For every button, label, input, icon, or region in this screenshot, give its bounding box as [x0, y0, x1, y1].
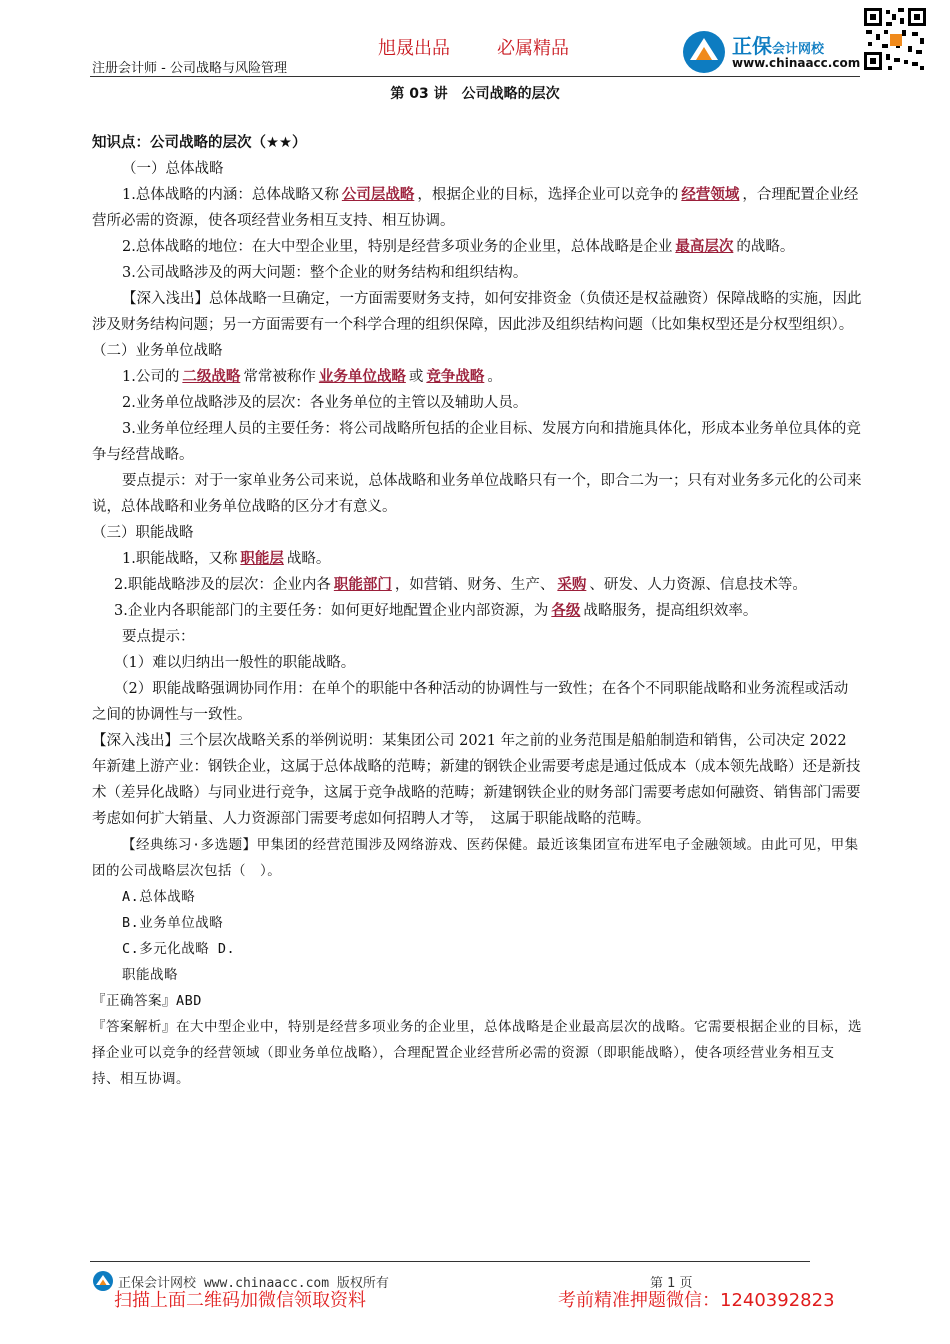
footer-copyright: 正保会计网校 www.chinaacc.com 版权所有: [118, 1276, 389, 1291]
option-d: 职能战略: [122, 967, 178, 983]
keyword: 竞争战略: [426, 368, 485, 385]
qr-code-icon: [862, 6, 928, 72]
paragraph: 1.公司的 二级战略 常常被称作 业务单位战略 或 竞争战略 。: [122, 368, 502, 385]
header-slogan-left: 旭晟出品: [378, 38, 450, 59]
logo-brand: 正保会计网校: [732, 34, 825, 58]
keyword: 各级: [551, 602, 581, 619]
main-content: [92, 130, 862, 1092]
paragraph: 要点提示：: [122, 629, 195, 645]
promo-left: 扫描上面二维码加微信领取资料: [114, 1290, 366, 1311]
keyword: 公司层战略: [341, 186, 415, 203]
correct-answer: 『正确答案』ABD: [92, 993, 202, 1009]
section-heading: （二）业务单位战略: [92, 343, 223, 359]
keyword: 职能层: [240, 550, 284, 567]
promo-right: 考前精准押题微信：1240392823: [558, 1290, 835, 1311]
option-b: B.业务单位战略: [122, 915, 224, 931]
option-a: A.总体战略: [122, 889, 196, 905]
paragraph: 2.职能战略涉及的层次：企业内各 职能部门 ，如营销、财务、生产、 采购 、研发、人力资源、信息技术等。: [114, 576, 807, 593]
keyword: 二级战略: [182, 368, 241, 385]
course-name: 注册会计师 - 公司战略与风险管理: [92, 61, 287, 76]
keyword: 最高层次: [675, 238, 734, 255]
lecture-title: 第 03 讲 公司战略的层次: [390, 86, 560, 102]
keyword: 采购: [557, 576, 587, 593]
paragraph: 3.公司战略涉及的两大问题：整个企业的财务结构和组织结构。: [122, 265, 528, 281]
paragraph: 1.职能战略，又称 职能层 战略。: [122, 550, 331, 567]
footer-logo-icon: [92, 1270, 114, 1292]
paragraph: 要点提示：对于一家单业务公司来说，总体战略和业务单位战略只有一个，即合二为一；只有对业务多元化的公司来说，总体战略和业务单位战略的区分才有意义。: [92, 473, 862, 515]
keyword: 职能部门: [333, 576, 392, 593]
paragraph: 【深入浅出】总体战略一旦确定，一方面需要财务支持，如何安排资金（负债还是权益融资）保障战略的实施，因此涉及财务结构问题；另一方面需要有一个科学合理的组织保障，因此涉及组织结构问题（比如集权型还是分权型组织）。: [92, 291, 862, 333]
paragraph: 2.业务单位战略涉及的层次：各业务单位的主管以及辅助人员。: [122, 395, 528, 411]
section-heading: （三）职能战略: [92, 525, 194, 541]
header-divider: [90, 76, 860, 77]
option-c: C.多元化战略 D.: [122, 941, 236, 957]
paragraph: 3.业务单位经理人员的主要任务：将公司战略所包括的企业目标、发展方向和措施具体化，形成本业务单位具体的竞争与经营战略。: [92, 421, 861, 463]
paragraph: （1）难以归纳出一般性的职能战略。: [114, 655, 356, 671]
keyword: 业务单位战略: [318, 368, 406, 385]
question-text: 【经典练习·多选题】甲集团的经营范围涉及网络游戏、医药保健。最近该集团宣布进军电子金融领域。由此可见，甲集团的公司战略层次包括（ ）。: [92, 837, 859, 879]
page-number: 第 1 页: [650, 1276, 693, 1291]
answer-analysis: 『答案解析』在大中型企业中，特别是经营多项业务的企业里，总体战略是企业最高层次的战略。它需要根据企业的目标，选择企业可以竞争的经营领域（即业务单位战略），合理配置企业经营所必需的资源（即职能战略），使各项经营业务相互支持、相互协调。: [92, 1019, 862, 1087]
knowledge-title: 知识点：公司战略的层次（★★）: [92, 135, 307, 151]
paragraph: （2）职能战略强调协同作用：在单个的职能中各种活动的协调性与一致性；在各个不同职能战略和业务流程或活动之间的协调性与一致性。: [92, 681, 849, 723]
paragraph: 1.总体战略的内涵：总体战略又称 公司层战略 ，根据企业的目标，选择企业可以竞争的 经营领域 ，合理配置企业经营所必需的资源，使各项经营业务相互支持、相互协调。: [92, 186, 859, 229]
header-slogan-right: 必属精品: [497, 38, 569, 59]
paragraph: 【深入浅出】三个层次战略关系的举例说明：某集团公司 2021 年之前的业务范围是船舶制造和销售，公司决定 2022 年新建上游产业：钢铁企业，这属于总体战略的范畴；新建的钢铁企业需要考虑是通过低成本（成本领先战略）还是新技术（差异化战略）与同业进行竞争，这属于竞争战略的范畴；新建钢铁企业的财务部门需要考虑如何融资、销售部门需要考虑如何扩大销量、人力资源部门需要考虑如何招聘人才等， 这属于职能战略的范畴。: [92, 733, 861, 827]
keyword: 经营领域: [681, 186, 740, 203]
logo-url: www.chinaacc.com: [732, 56, 861, 70]
paragraph: 3.企业内各职能部门的主要任务：如何更好地配置企业内部资源，为 各级 战略服务，提高组织效率。: [114, 602, 758, 619]
section-heading: （一）总体战略: [122, 161, 224, 177]
footer-divider: [90, 1261, 810, 1262]
paragraph: 2.总体战略的地位：在大中型企业里，特别是经营多项业务的企业里，总体战略是企业 最高层次 的战略。: [122, 238, 795, 255]
